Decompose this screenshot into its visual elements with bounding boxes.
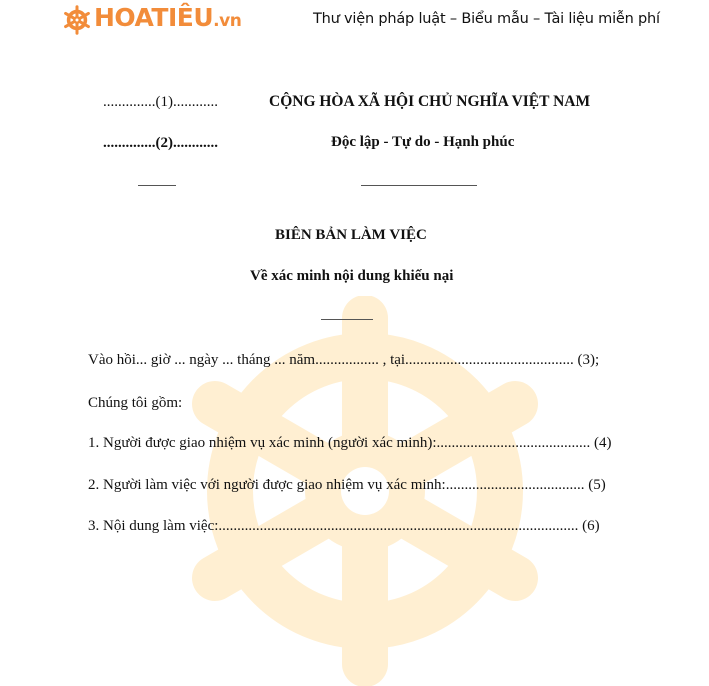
left-divider: [138, 185, 176, 186]
site-tagline: Thư viện pháp luật – Biểu mẫu – Tài liệu miễn phí: [313, 11, 660, 27]
meeting-time-place-line: Vào hồi... giờ ... ngày ... tháng ... năm................. , tại............................................. (3);: [88, 352, 600, 368]
document-subtitle: Về xác minh nội dung khiếu nại: [250, 268, 454, 284]
participants-label: Chúng tôi gồm:: [88, 395, 183, 411]
agency-line-1: ..............(1)............: [103, 94, 218, 110]
work-content-line: 3. Nội dung làm việc:................................................................................................ (6): [88, 518, 600, 534]
title-divider: [321, 319, 373, 320]
right-divider: [361, 185, 477, 186]
logo-text: HOATIÊU.vn: [94, 3, 242, 32]
agency-line-2: ..............(2)............: [103, 135, 218, 151]
national-title: CỘNG HÒA XÃ HỘI CHỦ NGHĨA VIỆT NAM: [269, 93, 591, 110]
national-motto: Độc lập - Tự do - Hạnh phúc: [331, 134, 515, 150]
counterpart-line: 2. Người làm việc với người được giao nhiệm vụ xác minh:..................................... (5): [88, 477, 606, 493]
verifier-line: 1. Người được giao nhiệm vụ xác minh (người xác minh):......................................... (4): [88, 435, 612, 451]
document-title: BIÊN BẢN LÀM VIỆC: [275, 227, 427, 243]
